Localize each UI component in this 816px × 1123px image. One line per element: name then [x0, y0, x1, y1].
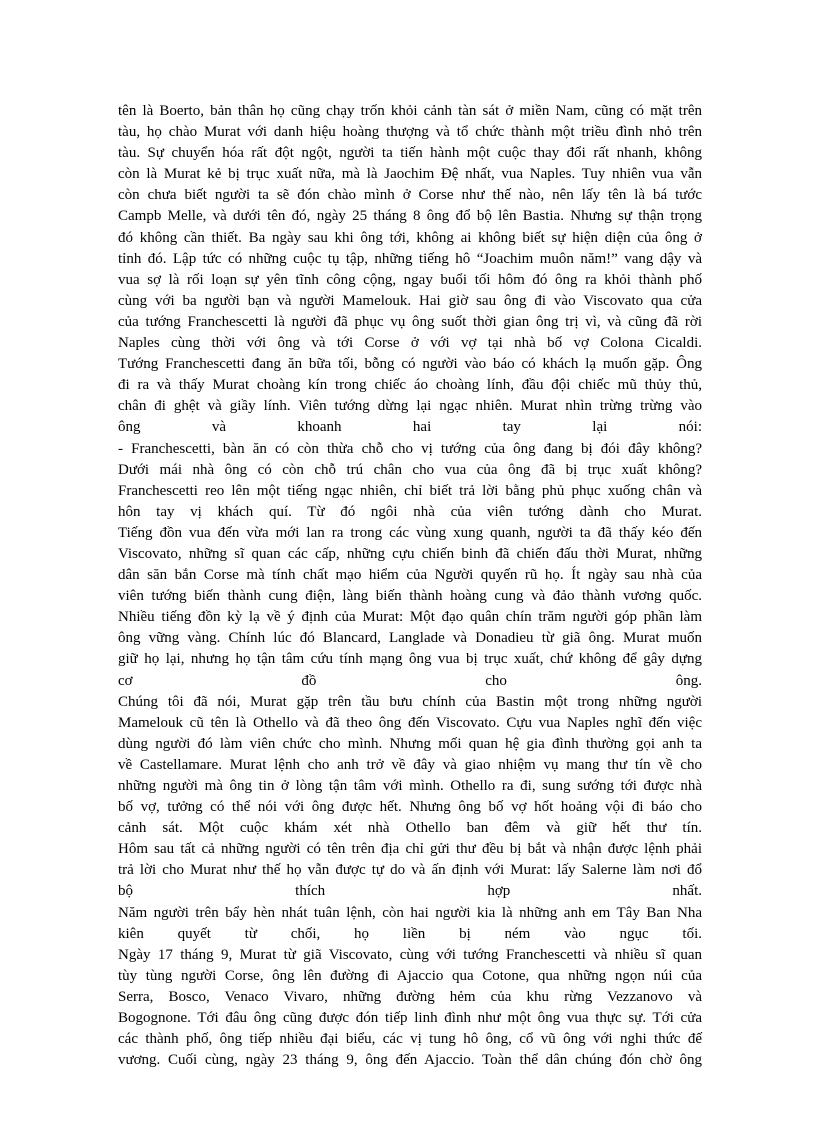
text-line: Tướng Franchescetti đang ăn bữa tối, bỗng có người vào báo có khách lạ muốn gặp. Ông [118, 356, 702, 373]
text-line: giữ họ lại, nhưng họ tận tâm cứu tính mạng ông vua bị trục xuất, chứ không để gây dựng [118, 651, 702, 668]
text-line: các thành phố, ông tiếp nhiều đại biểu, các vị tung hô ông, cổ vũ ông với nghi thức đế [118, 1031, 702, 1048]
text-line: Bogognone. Tới đâu ông cũng được đón tiếp linh đình như một ông vua thực sự. Tới cửa [118, 1010, 702, 1027]
text-line: dân săn bắn Corse mà tính chất mạo hiểm của Người quyến rũ họ. Ít ngày sau nhà của [118, 567, 702, 584]
text-line: Ngày 17 tháng 9, Murat từ giã Viscovato, cùng với tướng Franchescetti và nhiều sĩ quan [118, 946, 702, 963]
text-line: của tướng Franchescetti là người đã phục vụ ông suốt thời gian ông trị vì, và cũng đã rời [118, 313, 702, 330]
text-line: Tiếng đồn vua đến vừa mới lan ra trong các vùng xung quanh, người ta đã thấy kéo đến [118, 524, 702, 541]
text-line: dùng người đó làm viên chức cho mình. Nhưng mối quan hệ gia đình thường gọi anh ta [118, 735, 702, 752]
text-line: Dưới mái nhà ông có còn chỗ trú chân cho vua của ông đã bị trục xuất không? [118, 461, 702, 478]
text-line: hôn tay vị khách quí. Từ đó ngôi nhà của viên tướng dành cho Murat. [118, 503, 702, 520]
text-line: cảnh sát. Một cuộc khám xét nhà Othello ban đêm và giữ hết thư tín. [118, 820, 702, 837]
text-line: đi ra và thấy Murat choàng kín trong chiếc áo choàng lính, đầu đội chiếc mũ thủy thủ, [118, 377, 702, 394]
text-line: tàu. Sự chuyển hóa rất đột ngột, người ta tiến hành một cuộc thay đổi rất nhanh, không [118, 145, 702, 162]
text-line: cùng với ba người bạn và người Mamelouk. Hai giờ sau ông đi vào Viscovato qua cửa [118, 292, 702, 309]
text-line: tỉnh đó. Lập tức có những cuộc tụ tập, những tiếng hô “Joachim muôn năm!” vang dậy và [118, 250, 702, 267]
text-line: những người mà ông tin ở lòng tận tâm với mình. Othello ra đi, sung sướng tới được nhà [118, 778, 702, 794]
text-line: ông vững vàng. Chính lúc đó Blancard, Langlade và Donadieu từ giã ông. Murat muốn [118, 630, 702, 647]
text-line: Franchescetti reo lên một tiếng ngạc nhiên, chỉ biết trả lời bằng phủ phục xuống chân và [118, 482, 702, 499]
text-line: chân đi ghệt và giầy lính. Viên tướng dừng lại ngạc nhiên. Murat nhìn trừng trừng vào [118, 398, 702, 415]
text-line: Naples cùng thời với ông và tới Corse ở với vợ tại nhà bố vợ Colona Cicaldi. [118, 335, 702, 352]
text-line: Viscovato, những sĩ quan các cấp, những cựu chiến binh đã chiến đấu thời Murat, những [118, 545, 702, 562]
body-text [118, 101, 702, 1071]
text-line: Campb Melle, và dưới tên đó, ngày 25 tháng 8 ông đổ bộ lên Bastia. Nhưng sự thận trọng [118, 208, 702, 225]
text-line: viên tướng biến thành cung điện, làng biến thành hoàng cung và đảo thành vương quốc. [118, 588, 702, 605]
text-line: vua sợ là rối loạn sự yên tĩnh công cộng, ngay buổi tối hôm đó ông ra khỏi thành phố [118, 271, 702, 288]
text-line: Nhiều tiếng đồn kỳ lạ về ý định của Murat: Một đạo quân chín trăm người góp phần làm [118, 609, 702, 626]
text-line: tên là Boerto, bản thân họ cũng chạy trốn khỏi cảnh tàn sát ở miền Nam, cũng có mặt trên [118, 103, 702, 119]
text-line: còn là Murat kẻ bị trục xuất nữa, mà là Jaochim Đệ nhất, vua Naples. Tuy nhiên vua vẫn [118, 166, 702, 183]
text-line: - Franchescetti, bàn ăn có còn thừa chỗ cho vị tướng của ông đang bị đói đây không? [118, 440, 702, 457]
text-line: trả lời cho Murat như thế họ vẫn được tự do và ấn định với Murat: lấy Salerne làm nơi đổ [118, 862, 702, 879]
text-line: vương. Cuối cùng, ngày 23 tháng 9, ông đến Ajaccio. Toàn thể dân chúng đón chờ ông [118, 1052, 702, 1069]
text-line: Serra, Bosco, Venaco Vivaro, những đường hẻm của khu rừng Vezzanovo và [118, 988, 702, 1005]
text-line: Năm người trên bẩy hèn nhát tuân lệnh, còn hai người kia là những anh em Tây Ban Nha [118, 904, 702, 921]
text-line: về Castellamare. Murat lệnh cho anh trở về đây và giao nhiệm vụ mang thư tín về cho [118, 756, 702, 773]
text-line: bộ thích hợp nhất. [118, 883, 702, 900]
text-line: còn chưa biết người ta sẽ đón chào mình ở Corse như thế nào, nên lấy tên là bá tước [118, 187, 702, 204]
text-line: Mamelouk cũ tên là Othello và đã theo ông đến Viscovato. Cựu vua Naples nghĩ đến việc [118, 714, 702, 731]
text-line: bố vợ, tưởng có thể nói với ông được hết. Nhưng ông bố vợ hốt hoảng vội đi báo cho [118, 799, 702, 816]
text-line: đó không cần thiết. Ba ngày sau khi ông tới, không ai không biết sự hiện diện của ông ở [118, 229, 702, 246]
text-line: tùy tùng người Corse, ông lên đường đi Ajaccio qua Cotone, qua những ngọn núi của [118, 967, 702, 984]
text-line: Hôm sau tất cả những người có tên trên địa chỉ gửi thư đều bị bắt và nhận được lệnh phải [118, 841, 702, 858]
text-line: cơ đồ cho ông. [118, 672, 702, 689]
text-line: Chúng tôi đã nói, Murat gặp trên tầu bưu chính của Bastin một trong những người [118, 693, 702, 710]
text-line: kiên quyết từ chối, họ liền bị ném vào ngục tối. [118, 925, 702, 942]
text-line: tàu, họ chào Murat với danh hiệu hoàng thượng và tổ chức thành một triều đình nhỏ trên [118, 124, 702, 141]
text-line: ông và khoanh hai tay lại nói: [118, 419, 702, 436]
